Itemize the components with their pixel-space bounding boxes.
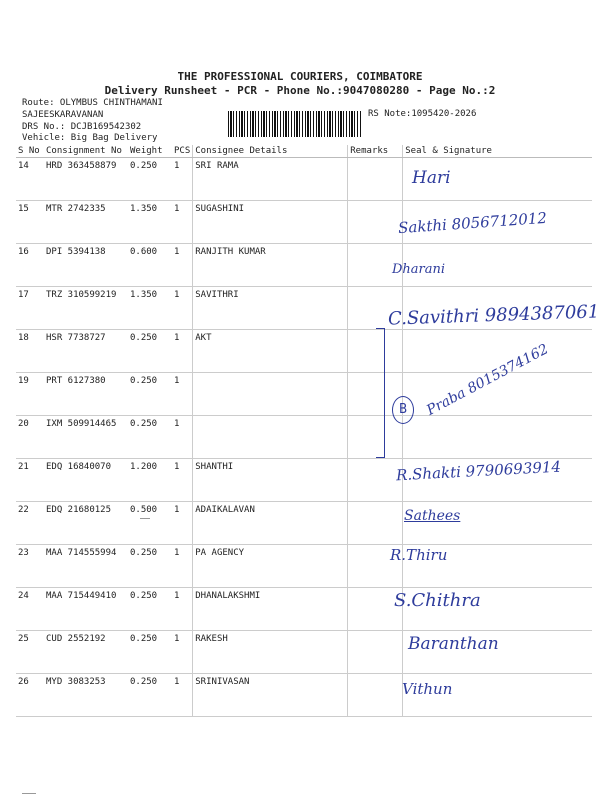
- cell-consignment: PRT 6127380: [44, 373, 128, 416]
- cell-sno: 22: [16, 502, 44, 545]
- route-label: Route: OLYMBUS CHINTHAMANI: [22, 98, 163, 108]
- col-sno: S No: [16, 145, 44, 158]
- signature-row-15: Sakthi 8056712012: [397, 208, 548, 238]
- rs-note: RS Note:1095420-2026: [368, 109, 477, 119]
- cell-consignee: SHANTHI: [193, 459, 348, 502]
- cell-weight: 0.600: [128, 244, 172, 287]
- table-row: [16, 588, 592, 631]
- cell-remarks: [348, 502, 403, 545]
- cell-pcs: 1: [172, 373, 193, 416]
- cell-consignee: RANJITH KUMAR: [193, 244, 348, 287]
- cell-consignment: EDQ 21680125: [44, 502, 128, 545]
- cell-pcs: 1: [172, 459, 193, 502]
- cell-sno: 15: [16, 201, 44, 244]
- cell-sno: 26: [16, 674, 44, 717]
- col-remarks: Remarks: [348, 145, 403, 158]
- cell-weight: 0.250: [128, 631, 172, 674]
- cell-pcs: 1: [172, 631, 193, 674]
- cell-weight: 1.350: [128, 287, 172, 330]
- vehicle-label: Vehicle: Big Bag Delivery: [22, 133, 158, 143]
- group-bracket: [376, 328, 385, 458]
- col-pcs: PCS: [172, 145, 193, 158]
- cell-remarks: [348, 158, 403, 201]
- cell-sno: 17: [16, 287, 44, 330]
- cell-remarks: [348, 459, 403, 502]
- signature-row-18-20: Praba 8015374162: [424, 341, 552, 419]
- col-consignment: Consignment No: [44, 145, 128, 158]
- cell-sno: 14: [16, 158, 44, 201]
- cell-consignment: IXM 509914465: [44, 416, 128, 459]
- cell-weight: 0.250: [128, 158, 172, 201]
- cell-weight: 0.250: [128, 674, 172, 717]
- cell-pcs: 1: [172, 158, 193, 201]
- cell-consignee: [193, 373, 348, 416]
- table-row: [16, 416, 592, 459]
- cell-consignment: CUD 2552192: [44, 631, 128, 674]
- cell-weight: 1.350: [128, 201, 172, 244]
- cell-consignment: HRD 363458879: [44, 158, 128, 201]
- cell-consignee: SAVITHRI: [193, 287, 348, 330]
- cell-remarks: [348, 674, 403, 717]
- cell-consignee: [193, 416, 348, 459]
- cell-consignee: SUGASHINI: [193, 201, 348, 244]
- cell-consignment: MYD 3083253: [44, 674, 128, 717]
- cell-pcs: 1: [172, 287, 193, 330]
- cell-weight: 0.250: [128, 545, 172, 588]
- cell-consignee: AKT: [193, 330, 348, 373]
- staff-label: SAJEESKARAVANAN: [22, 110, 104, 120]
- cell-consignment: HSR 7738727: [44, 330, 128, 373]
- cell-consignment: EDQ 16840070: [44, 459, 128, 502]
- cell-pcs: 1: [172, 502, 193, 545]
- signature-row-26: Vithun: [402, 680, 453, 698]
- cell-consignment: MTR 2742335: [44, 201, 128, 244]
- cell-sno: 19: [16, 373, 44, 416]
- scan-speck: [22, 793, 36, 794]
- cell-consignee: PA AGENCY: [193, 545, 348, 588]
- runsheet-table: [16, 145, 592, 717]
- cell-consignee: SRI RAMA: [193, 158, 348, 201]
- table-header-row: [16, 145, 592, 158]
- table-row: [16, 158, 592, 201]
- cell-sno: 21: [16, 459, 44, 502]
- table-row: [16, 545, 592, 588]
- table-row: [16, 674, 592, 717]
- cell-consignee: DHANALAKSHMI: [193, 588, 348, 631]
- cell-pcs: 1: [172, 588, 193, 631]
- cell-pcs: 1: [172, 244, 193, 287]
- cell-remarks: [348, 201, 403, 244]
- col-signature: Seal & Signature: [403, 145, 592, 158]
- cell-weight: 0.250: [128, 588, 172, 631]
- signature-row-17: C.Savithri 9894387061: [387, 301, 600, 330]
- cell-pcs: 1: [172, 330, 193, 373]
- company-title: THE PROFESSIONAL COURIERS, COIMBATORE: [177, 70, 423, 83]
- signature-row-22: Sathees: [404, 508, 461, 524]
- cell-pcs: 1: [172, 545, 193, 588]
- table-row: [16, 244, 592, 287]
- signature-row-24: S.Chithra: [394, 590, 481, 611]
- cell-pcs: 1: [172, 416, 193, 459]
- cell-consignment: MAA 714555994: [44, 545, 128, 588]
- cell-sno: 25: [16, 631, 44, 674]
- signature-row-14: Hari: [412, 168, 451, 188]
- cell-consignee: SRINIVASAN: [193, 674, 348, 717]
- col-weight: Weight: [128, 145, 172, 158]
- cell-signature: [403, 416, 592, 459]
- cell-weight: 0.500: [128, 502, 172, 545]
- cell-sno: 24: [16, 588, 44, 631]
- cell-weight: 0.250: [128, 416, 172, 459]
- signature-row-25: Baranthan: [408, 634, 499, 654]
- cell-pcs: 1: [172, 674, 193, 717]
- cell-weight: 0.250: [128, 373, 172, 416]
- cell-consignment: MAA 715449410: [44, 588, 128, 631]
- cell-pcs: 1: [172, 201, 193, 244]
- cell-consignee: RAKESH: [193, 631, 348, 674]
- cell-sno: 23: [16, 545, 44, 588]
- cell-consignment: TRZ 310599219: [44, 287, 128, 330]
- table-row: [16, 502, 592, 545]
- signature-row-21: R.Shakti 9790693914: [395, 457, 562, 485]
- cell-sno: 20: [16, 416, 44, 459]
- cell-sno: 16: [16, 244, 44, 287]
- signature-row-16: Dharani: [392, 262, 446, 277]
- cell-weight: 1.200: [128, 459, 172, 502]
- runsheet-title: Delivery Runsheet - PCR - Phone No.:9047080280 - Page No.:2: [104, 84, 496, 97]
- signature-row-23: R.Thiru: [390, 546, 448, 564]
- cell-sno: 18: [16, 330, 44, 373]
- scan-speck: [140, 518, 150, 519]
- cell-remarks: [348, 631, 403, 674]
- group-mark: B: [392, 396, 414, 424]
- cell-consignment: DPI 5394138: [44, 244, 128, 287]
- barcode: [228, 111, 362, 137]
- col-consignee: Consignee Details: [193, 145, 348, 158]
- cell-consignee: ADAIKALAVAN: [193, 502, 348, 545]
- cell-weight: 0.250: [128, 330, 172, 373]
- table-row: [16, 631, 592, 674]
- drs-number: DRS No.: DCJB169542302: [22, 122, 142, 132]
